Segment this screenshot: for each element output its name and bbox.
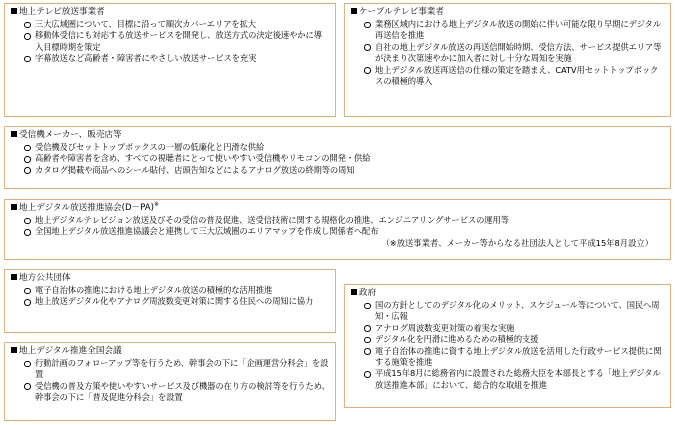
list-item: 国の方針としてのデジタル化のメリット、スケジュール等について、国民へ周知・広報 — [363, 300, 665, 323]
list-item: 受信機及びセットトップボックスの一層の低廉化と円滑な供給 — [23, 142, 665, 153]
square-bullet-icon — [11, 204, 17, 210]
item-list — [11, 285, 330, 308]
box-title: ケーブルテレビ事業者 — [351, 7, 665, 18]
box-title: 地上デジタル放送推進協会(D－PA)※ — [11, 203, 665, 214]
list-item: 電子自治体の推進における地上デジタル放送の積極的な活用推進 — [23, 285, 330, 296]
box-local-governments — [4, 269, 336, 333]
list-item: 地上放送デジタル化やアナログ周波数変更対策に関する住民への周知に協力 — [23, 296, 330, 307]
box-dpa-association — [4, 199, 671, 260]
box-receiver-makers — [4, 126, 671, 189]
list-item: 受信機の普及方策や使いやすいサービス及び機器の在り方の検討等を行うため、幹事会の下に「普及促進分科会」を設置 — [23, 381, 330, 404]
item-list — [11, 142, 665, 176]
square-bullet-icon — [11, 274, 17, 280]
box-national-conference — [4, 342, 336, 421]
box-title: 政府 — [351, 288, 665, 299]
list-item: 地上デジタル放送再送信の仕様の策定を踏まえ、CATV用セットトップボックスの積極的導入 — [363, 65, 665, 88]
list-item: 行動計画のフォローアップ等を行うため、幹事会の下に「企画運営分科会」を設置 — [23, 358, 330, 381]
list-item: 自社の地上デジタル放送の再送信開始時期、受信方法、サービス提供エリア等が決まり次第速やかに加入者に対し十分な周知を実施 — [363, 42, 665, 65]
square-bullet-icon — [11, 131, 17, 137]
list-item: 移動体受信にも対応する放送サービスを開発し、放送方式の決定後速やかに導入目標時期を策定 — [23, 30, 330, 53]
list-item: デジタル化を円滑に進めるための積極的支援 — [363, 334, 665, 345]
list-item: 平成15年8月に総務省内に設置された総務大臣を本部長とする「地上デジタル放送推進本部」において、総合的な取組を推進 — [363, 368, 665, 391]
dpa-note: （※放送事業者、メーカー等からなる社団法人として平成15年8月設立） — [381, 237, 653, 248]
square-bullet-icon — [11, 8, 17, 14]
item-list — [11, 215, 665, 238]
list-item: 全国地上デジタル放送推進協議会と連携して三大広域圏のエリアマップを作成し関係者へ配布 — [23, 226, 665, 237]
box-government — [344, 284, 671, 408]
box-title: 地上デジタル推進全国会議 — [11, 346, 330, 357]
list-item: 三大広域圏について、目標に沿って順次カバーエリアを拡大 — [23, 19, 330, 30]
item-list — [351, 19, 665, 87]
list-item: カタログ掲載や商品へのシール貼付、店頭告知などによるアナログ放送の終期等の周知 — [23, 165, 665, 176]
list-item: 高齢者や障害者を含め、すべての視聴者にとって使いやすい受信機やリモコンの開発・供給 — [23, 153, 665, 164]
box-cable-operators — [344, 3, 671, 117]
list-item: 地上デジタルテレビジョン放送及びその受信の普及促進、送受信技術に関する規格化の推進、エンジニアリングサービスの運用等 — [23, 215, 665, 226]
item-list — [11, 358, 330, 404]
square-bullet-icon — [351, 289, 357, 295]
box-title: 地上テレビ放送事業者 — [11, 7, 330, 18]
list-item: 電子自治体の推進に資する地上デジタル放送を活用した行政サービス提供に関する施策を推進 — [363, 346, 665, 369]
box-title: 受信機メーカー、販売店等 — [11, 130, 665, 141]
list-item: アナログ周波数変更対策の着実な実施 — [363, 323, 665, 334]
item-list — [351, 300, 665, 391]
list-item: 字幕放送など高齢者・障害者にやさしい放送サービスを充実 — [23, 53, 330, 64]
item-list — [11, 19, 330, 65]
box-terrestrial-broadcasters — [4, 3, 336, 117]
list-item: 業務区域内における地上デジタル放送の開始に伴い可能な限り早期にデジタル再送信を推進 — [363, 19, 665, 42]
square-bullet-icon — [351, 8, 357, 14]
square-bullet-icon — [11, 347, 17, 353]
box-title: 地方公共団体 — [11, 273, 330, 284]
